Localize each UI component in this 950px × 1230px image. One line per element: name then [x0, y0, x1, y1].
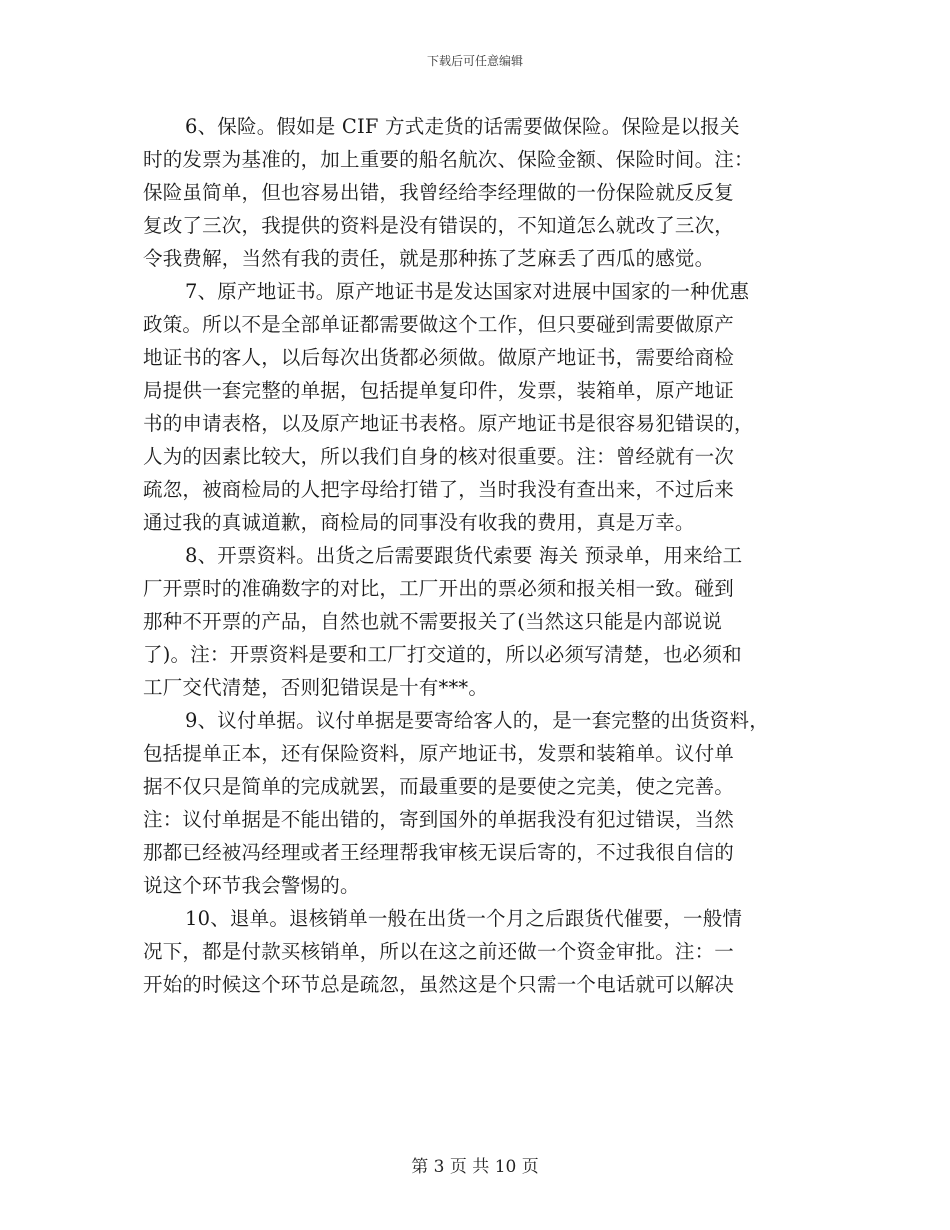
- text-line: 包括提单正本，还有保险资料，原产地证书，发票和装箱单。议付单: [143, 742, 735, 765]
- text-line: 据不仅只是简单的完成就罢，而最重要的是要使之完美，使之完善。: [143, 775, 735, 798]
- paragraph-negotiation-documents: [143, 704, 823, 902]
- paragraph-refund-forms: [143, 902, 823, 1001]
- text-line: 局提供一套完整的单据，包括提单复印件，发票，装箱单，原产地证: [143, 379, 735, 402]
- text-line: 工厂交代清楚，否则犯错误是十有***。: [143, 676, 489, 699]
- text-line: 注：议付单据是不能出错的，寄到国外的单据我没有犯过错误，当然: [143, 808, 735, 831]
- text-line: 地证书的客人，以后每次出货都必须做。做原产地证书，需要给商检: [143, 346, 735, 369]
- text-line: 6、保险。假如是 CIF 方式走货的话需要做保险。保险是以报关: [185, 115, 740, 138]
- text-line: 政策。所以不是全部单证都需要做这个工作，但只要碰到需要做原产: [143, 313, 735, 336]
- text-line: 厂开票时的准确数字的对比，工厂开出的票必须和报关相一致。碰到: [143, 577, 735, 600]
- text-line: 令我费解，当然有我的责任，就是那种拣了芝麻丢了西瓜的感觉。: [143, 247, 715, 270]
- text-line: 时的发票为基准的，加上重要的船名航次、保险金额、保险时间。注：: [143, 148, 754, 171]
- text-line: 那种不开票的产品，自然也就不需要报关了(当然这只能是内部说说: [143, 610, 723, 633]
- text-line: 那都已经被冯经理或者王经理帮我审核无误后寄的，不过我很自信的: [143, 841, 735, 864]
- text-line: 人为的因素比较大，所以我们自身的核对很重要。注：曾经就有一次: [143, 445, 735, 468]
- text-line: 10、退单。退核销单一般在出货一个月之后跟货代催要，一般情: [185, 907, 743, 930]
- text-line: 7、原产地证书。原产地证书是发达国家对进展中国家的一种优惠: [185, 280, 750, 303]
- body-text: [143, 110, 823, 1001]
- text-line: 9、议付单据。议付单据是要寄给客人的，是一套完整的出货资料，: [185, 709, 769, 732]
- page-footer: 第 3 页 共 10 页: [411, 1157, 539, 1177]
- page-header: 下载后可任意编辑: [426, 54, 523, 68]
- text-line: 8、开票资料。出货之后需要跟货代索要 海关 预录单，用来给工: [185, 544, 743, 567]
- text-line: 保险虽简单，但也容易出错，我曾经给李经理做的一份保险就反反复: [143, 181, 735, 204]
- paragraph-invoice-data: [143, 539, 823, 704]
- paragraph-insurance: [143, 110, 823, 275]
- text-line: 复改了三次，我提供的资料是没有错误的，不知道怎么就改了三次，: [143, 214, 735, 237]
- text-line: 开始的时候这个环节总是疏忽，虽然这是个只需一个电话就可以解决: [143, 973, 735, 996]
- text-line: 了)。注：开票资料是要和工厂打交道的，所以必须写清楚，也必须和: [143, 643, 742, 666]
- paragraph-certificate-of-origin: [143, 275, 823, 539]
- text-line: 疏忽，被商检局的人把字母给打错了，当时我没有查出来，不过后来: [143, 478, 735, 501]
- text-line: 通过我的真诚道歉，商检局的同事没有收我的费用，真是万幸。: [143, 511, 695, 534]
- text-line: 说这个环节我会警惕的。: [143, 874, 360, 897]
- text-line: 况下，都是付款买核销单，所以在这之前还做一个资金审批。注：一: [143, 940, 735, 963]
- text-line: 书的申请表格，以及原产地证书表格。原产地证书是很容易犯错误的，: [143, 412, 754, 435]
